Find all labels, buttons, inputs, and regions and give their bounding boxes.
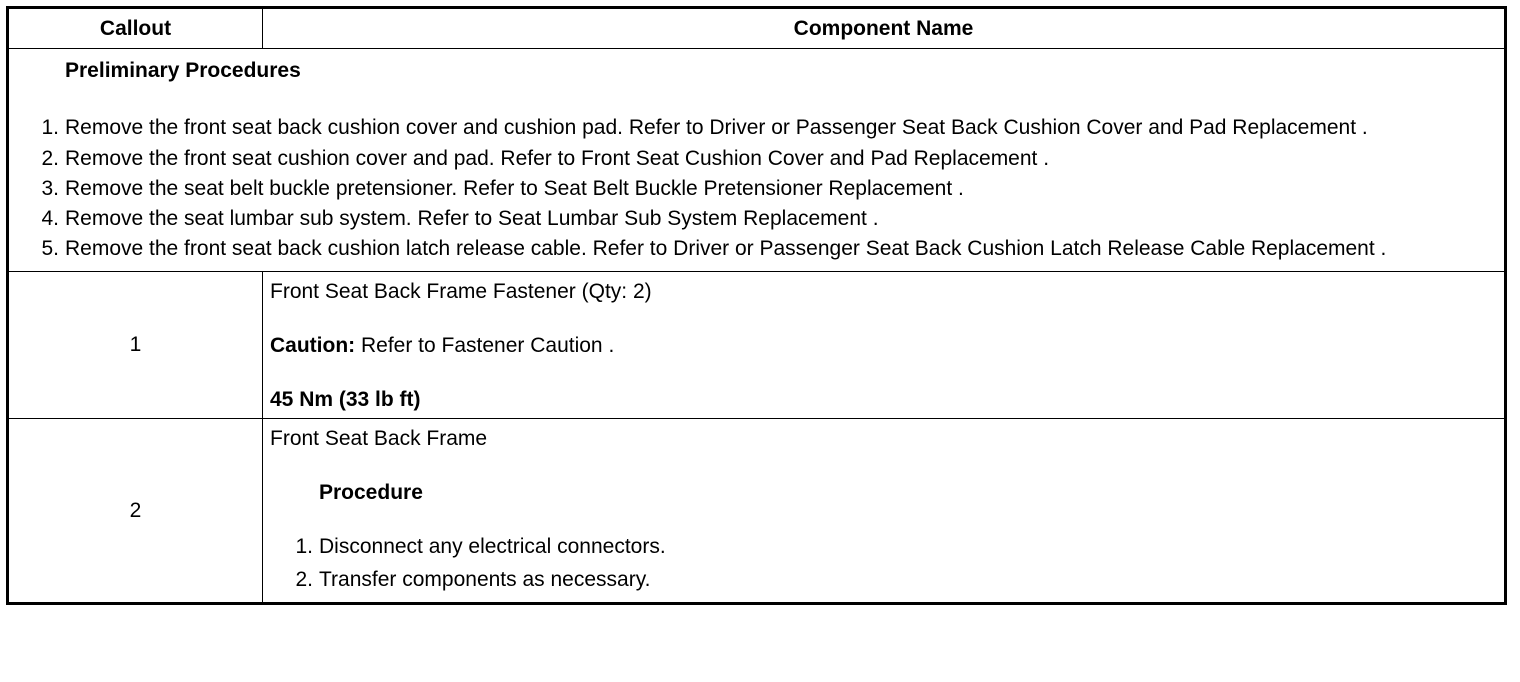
table-row — [8, 418, 1506, 603]
callout-number: 2 — [8, 418, 263, 603]
preliminary-title: Preliminary Procedures — [65, 59, 301, 82]
step-text: Disconnect any electrical connectors. — [319, 535, 666, 559]
preliminary-cell — [8, 49, 1506, 272]
step-number: 2. — [41, 146, 59, 170]
step-number: 2. — [295, 567, 313, 591]
step-text: Remove the front seat cushion cover and pad. Refer to Front Seat Cushion Cover and Pad Replacement . — [65, 146, 1050, 170]
component-name: Front Seat Back Frame Fastener (Qty: 2) — [270, 279, 652, 303]
torque-spec: 45 Nm (33 lb ft) — [270, 388, 421, 412]
header-row — [8, 8, 1506, 49]
preliminary-step — [13, 205, 1494, 232]
step-text: Remove the front seat back cushion latch release cable. Refer to Driver or Passenger Seat Back Cushion Latch Release Cable Replacement . — [65, 237, 1387, 261]
step-text: Remove the front seat back cushion cover and cushion pad. Refer to Driver or Passenger Seat Back Cushion Cover and Pad Replacement . — [65, 116, 1368, 140]
component-cell — [263, 271, 1506, 418]
component-name-header: Component Name — [263, 8, 1506, 49]
step-number: 1. — [41, 116, 59, 140]
step-number: 5. — [41, 237, 59, 261]
component-cell — [263, 418, 1506, 603]
component-table — [6, 6, 1507, 605]
component-name: Front Seat Back Frame — [270, 426, 488, 450]
procedure-steps — [270, 533, 1496, 593]
step-number: 3. — [41, 176, 59, 200]
caution-note — [270, 332, 1496, 359]
step-number: 1. — [295, 535, 313, 559]
callout-number: 1 — [8, 271, 263, 418]
procedure-title: Procedure — [319, 480, 423, 504]
callout-header: Callout — [8, 8, 263, 49]
preliminary-step — [13, 175, 1494, 202]
preliminary-step — [13, 235, 1494, 262]
step-number: 4. — [41, 207, 59, 231]
procedure-step — [270, 533, 1496, 560]
preliminary-steps — [13, 114, 1494, 262]
preliminary-row — [8, 49, 1506, 272]
step-text: Remove the seat belt buckle pretensioner. Refer to Seat Belt Buckle Pretensioner Replacement . — [65, 176, 964, 200]
procedure-step — [270, 566, 1496, 593]
caution-text: Refer to Fastener Caution . — [355, 334, 615, 358]
step-text: Transfer components as necessary. — [319, 567, 651, 591]
caution-label: Caution: — [270, 334, 356, 358]
step-text: Remove the seat lumbar sub system. Refer to Seat Lumbar Sub System Replacement . — [65, 207, 879, 231]
preliminary-step — [13, 145, 1494, 172]
table-row — [8, 271, 1506, 418]
preliminary-step — [13, 114, 1494, 141]
